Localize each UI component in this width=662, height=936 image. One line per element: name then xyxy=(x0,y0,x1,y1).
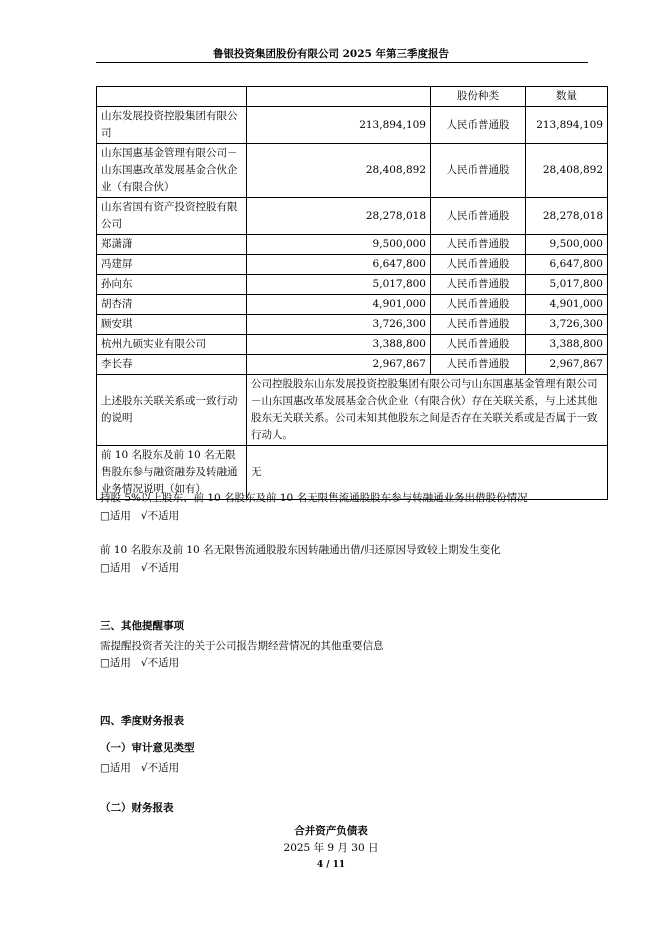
holder-quantity: 3,388,800 xyxy=(247,335,431,355)
holder-quantity: 6,647,800 xyxy=(247,255,431,275)
table-row xyxy=(97,255,608,275)
balance-sheet-date: 2025 年 9 月 30 日 xyxy=(283,842,379,854)
page-number: 4 / 11 xyxy=(316,860,346,870)
table-header-cell xyxy=(97,87,247,107)
holder-name: 冯建屏 xyxy=(97,255,247,275)
share-count: 28,278,018 xyxy=(526,198,608,235)
lending-checkbox xyxy=(100,508,189,525)
share-count: 6,647,800 xyxy=(526,255,608,275)
table-row xyxy=(97,107,608,144)
holder-quantity: 2,967,867 xyxy=(247,355,431,375)
table-row xyxy=(97,315,608,335)
share-count: 3,388,800 xyxy=(526,335,608,355)
share-count: 4,901,000 xyxy=(526,295,608,315)
holder-name: 胡杏清 xyxy=(97,295,247,315)
holder-quantity: 9,500,000 xyxy=(247,235,431,255)
audit-heading: （一）审计意见类型 xyxy=(100,742,195,754)
financial-heading: 四、季度财务报表 xyxy=(100,715,184,727)
table-row xyxy=(97,144,608,198)
table-header-cell: 股份种类 xyxy=(431,87,526,107)
table-row xyxy=(97,235,608,255)
share-count: 3,726,300 xyxy=(526,315,608,335)
holder-name: 孙向东 xyxy=(97,275,247,295)
holder-quantity: 4,901,000 xyxy=(247,295,431,315)
share-type: 人民币普通股 xyxy=(431,255,526,275)
holder-name: 山东国惠基金管理有限公司－山东国惠改革发展基金合伙企业（有限合伙） xyxy=(97,144,247,198)
holder-name: 山东发展投资控股集团有限公司 xyxy=(97,107,247,144)
margin-trading-label: 前 10 名股东及前 10 名无限售股东参与融资融券及转融通业务情况说明（如有） xyxy=(97,446,247,500)
not-applicable-option: √不适用 xyxy=(140,510,180,522)
related-party-text: 公司控股股东山东发展投资控股集团有限公司与山东国惠基金管理有限公司－山东国惠改革发展基金合伙企业（有限合伙）存在关联关系，与上述其他股东无关联关系。公司未知其他股东之间是否存在关联关系或是否属于一致行动人。 xyxy=(247,375,608,446)
share-type: 人民币普通股 xyxy=(431,295,526,315)
holder-name: 顾安琪 xyxy=(97,315,247,335)
table-row xyxy=(97,295,608,315)
table-row xyxy=(97,355,608,375)
holder-quantity: 213,894,109 xyxy=(247,107,431,144)
holder-quantity: 28,408,892 xyxy=(247,144,431,198)
other-text: 需提醒投资者关注的关于公司报告期经营情况的其他重要信息 xyxy=(100,640,384,652)
report-header: 鲁银投资集团股份有限公司 2025 年第三季度报告 xyxy=(212,48,450,60)
holder-quantity: 28,278,018 xyxy=(247,198,431,235)
related-party-row xyxy=(97,375,608,446)
not-applicable-option: √不适用 xyxy=(140,562,180,574)
table-row xyxy=(97,335,608,355)
holder-quantity: 3,726,300 xyxy=(247,315,431,335)
other-checkbox xyxy=(100,655,189,672)
share-type: 人民币普通股 xyxy=(431,198,526,235)
related-party-label: 上述股东关联关系或一致行动的说明 xyxy=(97,375,247,446)
share-type: 人民币普通股 xyxy=(431,315,526,335)
change-checkbox xyxy=(100,560,189,577)
statements-heading: （二）财务报表 xyxy=(100,802,174,814)
other-heading: 三、其他提醒事项 xyxy=(100,620,184,632)
table-header-cell: 数量 xyxy=(526,87,608,107)
holder-name: 山东省国有资产投资控股有限公司 xyxy=(97,198,247,235)
balance-sheet-title: 合并资产负债表 xyxy=(294,825,368,837)
holder-name: 杭州九硕实业有限公司 xyxy=(97,335,247,355)
change-title: 前 10 名股东及前 10 名无限售流通股股东因转融通出借/归还原因导致较上期发生变化 xyxy=(100,544,501,556)
table-header-cell xyxy=(247,87,431,107)
holder-quantity: 5,017,800 xyxy=(247,275,431,295)
share-type: 人民币普通股 xyxy=(431,235,526,255)
not-applicable-option: √不适用 xyxy=(140,762,180,774)
holder-name: 李长春 xyxy=(97,355,247,375)
applicable-option: □适用 xyxy=(100,562,131,574)
applicable-option: □适用 xyxy=(100,762,131,774)
header-rule xyxy=(96,62,588,63)
table-row xyxy=(97,275,608,295)
share-type: 人民币普通股 xyxy=(431,355,526,375)
audit-checkbox xyxy=(100,760,189,777)
holder-name: 郑潇潇 xyxy=(97,235,247,255)
share-type: 人民币普通股 xyxy=(431,335,526,355)
share-type: 人民币普通股 xyxy=(431,144,526,198)
share-count: 2,967,867 xyxy=(526,355,608,375)
share-count: 5,017,800 xyxy=(526,275,608,295)
table-header-row xyxy=(97,87,608,107)
share-type: 人民币普通股 xyxy=(431,275,526,295)
lending-title: 持股 5%以上股东、前 10 名股东及前 10 名无限售流通股股东参与转融通业务出借股份情况 xyxy=(100,492,528,504)
share-count: 9,500,000 xyxy=(526,235,608,255)
share-count: 213,894,109 xyxy=(526,107,608,144)
applicable-option: □适用 xyxy=(100,510,131,522)
margin-trading-text: 无 xyxy=(247,446,608,500)
share-type: 人民币普通股 xyxy=(431,107,526,144)
not-applicable-option: √不适用 xyxy=(140,657,180,669)
shareholders-table xyxy=(96,86,608,500)
share-count: 28,408,892 xyxy=(526,144,608,198)
applicable-option: □适用 xyxy=(100,657,131,669)
table-row xyxy=(97,198,608,235)
